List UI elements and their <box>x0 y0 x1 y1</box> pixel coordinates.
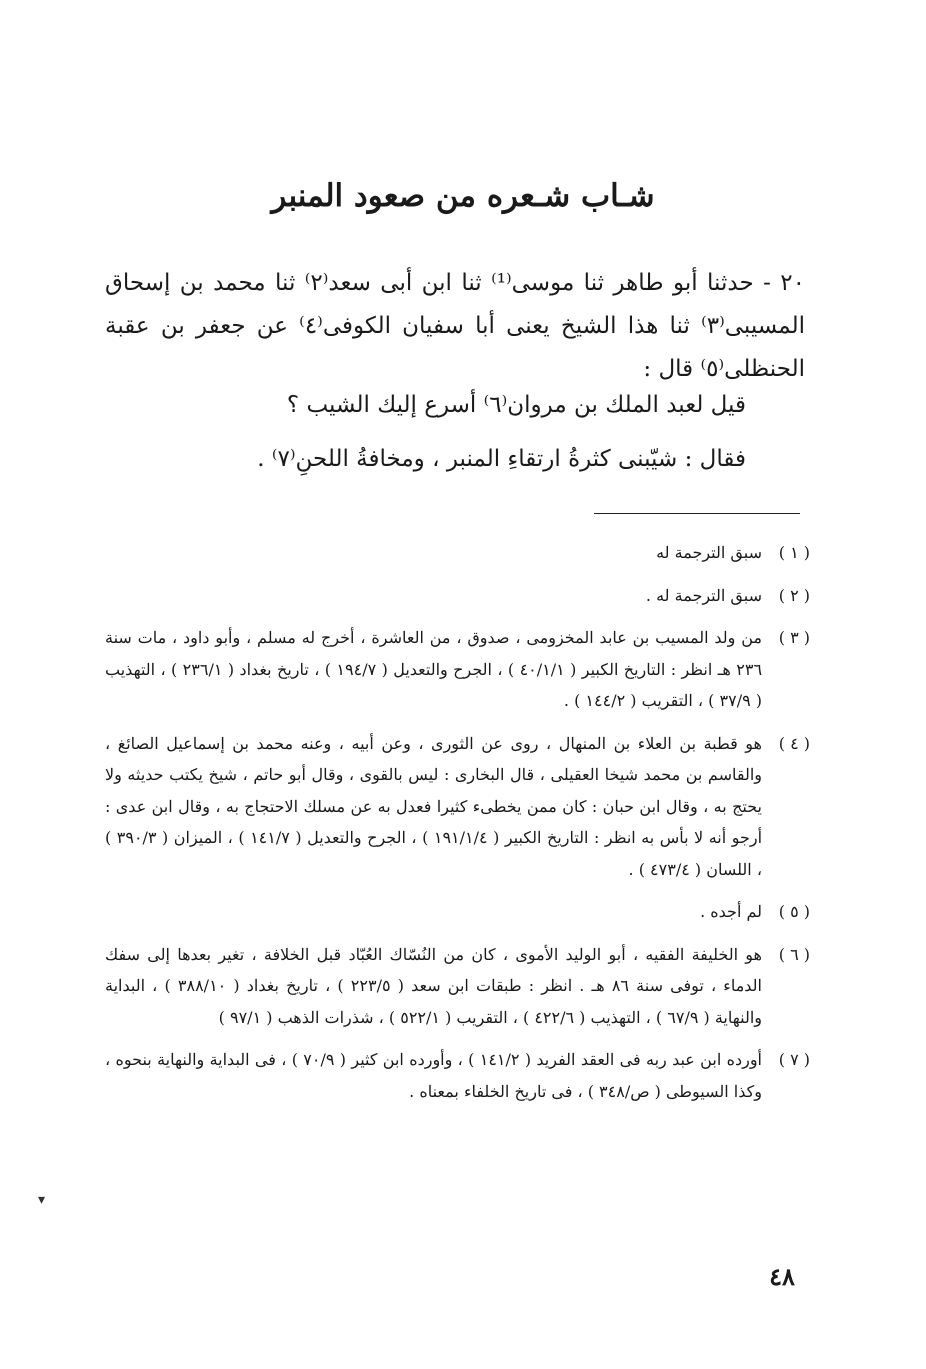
footnote-number: ( ٥ ) <box>778 902 810 921</box>
footnote-text: من ولد المسيب بن عابد المخزومى ، صدوق ، من العاشرة ، أخرج له مسلم ، وأبو داود ، مات سنة ٢٣٦ هـ انظر : التاريخ الكبير ( ٤٠/١/١ ) ، الجرح والتعديل ( ١٩٤/٧ ) ، تاريخ بغداد ( ٢٣٦/١ ) ، التهذيب ( ٣٧/٩ ) ، التقريب ( ١٤٤/٢ ) . <box>105 628 763 710</box>
footnote-separator <box>594 513 800 514</box>
footnote-text: أورده ابن عبد ربه فى العقد الفريد ( ١٤١/٢ ) ، وأورده ابن كثير ( ٧٠/٩ ) ، فى البداية والنهاية بنحوه ، وكذا السيوطى ( ص/٣٤٨ ) ، فى تاريخ الخلفاء بمعناه . <box>105 1050 762 1101</box>
verse-line-2: فقال : شيّبنى كثرةُ ارتقاءِ المنبر ، ومخافةُ اللحنِ⁽٧⁾ . <box>257 446 746 472</box>
page-number: ٤٨ <box>769 1262 795 1291</box>
verse-line-1: قيل لعبد الملك بن مروان⁽٦⁾ أسرع إليك الشيب ؟ <box>286 392 746 418</box>
footnote-text: هو قطبة بن العلاء بن المنهال ، روى عن الثورى ، وعن أبيه ، وعنه محمد بن إسماعيل الصائغ ، والقاسم بن محمد شيخا العقيلى ، قال البخارى : ليس بالقوى ، وقال أبو حاتم ، شيخ يكتب حديثه ولا يحتج به ، وقال ابن حبان : كان ممن يخطىء كثيرا فعدل به عن مسلك الاحتجاج به ، وقال ابن عدى : أرجو أنه لا بأس به انظر : التاريخ الكبير ( ١٩١/١/٤ ) ، الجرح والتعديل ( ١٤١/٧ ) ، الميزان ( ٣٩٠/٣ ) ، اللسان ( ٤٧٣/٤ ) . <box>105 733 763 879</box>
footnote-number: ( ٤ ) <box>778 733 810 753</box>
footnotes <box>105 537 810 1118</box>
hadith-paragraph: ٢٠ - حدثنا أبو طاهر ثنا موسى⁽¹⁾ ثنا ابن أبى سعد⁽٢⁾ ثنا محمد بن إسحاق المسيبى⁽٣⁾ ثنا هذا الشيخ يعنى أبا سفيان الكوفى⁽٤⁾ عن جعفر بن عقبة الحنظلى⁽٥⁾ قال : <box>105 270 805 382</box>
footnote <box>105 939 810 1034</box>
footnote <box>105 622 810 717</box>
footnote <box>105 728 810 886</box>
footnote <box>105 1044 810 1107</box>
margin-dot-mark: ▾ <box>38 1192 46 1208</box>
footnote-text: هو الخليفة الفقيه ، أبو الوليد الأموى ، كان من النُسّاك العُبّاد قبل الخلافة ، تغير بعدها إلى سفك الدماء ، توفى سنة ٨٦ هـ . انظر : طبقات ابن سعد ( ٢٢٣/٥ ) ، تاريخ بغداد ( ٣٨٨/١٠ ) ، البداية والنهاية ( ٦٧/٩ ) ، التهذيب ( ٤٢٢/٦ ) ، التقريب ( ٥٢٢/١ ) ، شذرات الذهب ( ٩٧/١ ) <box>105 944 762 1027</box>
footnote-text: لم أجده . <box>700 902 762 921</box>
footnote-text: سبق الترجمة له . <box>645 585 762 605</box>
footnote-number: ( ٣ ) <box>778 628 810 647</box>
footnote-number: ( ١ ) <box>778 543 810 562</box>
footnote-number: ( ٦ ) <box>778 944 810 964</box>
footnote <box>105 896 810 928</box>
section-title: شـاب شـعره من صعود المنبر <box>271 178 655 214</box>
hadith-text <box>105 262 805 391</box>
footnote-number: ( ٧ ) <box>778 1050 810 1069</box>
footnote-text: سبق الترجمة له <box>656 543 762 562</box>
footnote <box>105 580 810 612</box>
footnote <box>105 537 810 569</box>
footnote-number: ( ٢ ) <box>778 585 810 605</box>
